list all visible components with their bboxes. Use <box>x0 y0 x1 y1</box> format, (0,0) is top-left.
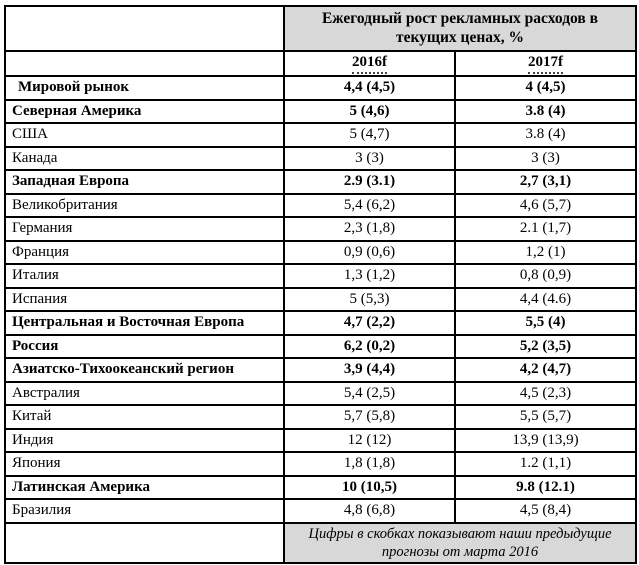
row-label: Германия <box>5 217 284 241</box>
value-2016f: 1,3 (1,2) <box>284 264 455 288</box>
row-label: Центральная и Восточная Европа <box>5 311 284 335</box>
table-row <box>5 405 636 429</box>
value-2016f: 5,4 (2,5) <box>284 382 455 406</box>
row-label: Мировой рынок <box>5 76 284 100</box>
table-row <box>5 452 636 476</box>
value-2017f: 13,9 (13,9) <box>455 429 636 453</box>
value-2017f: 1.2 (1,1) <box>455 452 636 476</box>
value-2016f: 2,3 (1,8) <box>284 217 455 241</box>
table-row <box>5 288 636 312</box>
row-label: Россия <box>5 335 284 359</box>
value-2016f: 3,9 (4,4) <box>284 358 455 382</box>
table-row <box>5 499 636 523</box>
value-2016f: 0,9 (0,6) <box>284 241 455 265</box>
value-2017f: 5,5 (5,7) <box>455 405 636 429</box>
table-row <box>5 147 636 171</box>
table-row <box>5 194 636 218</box>
value-2016f: 5,4 (6,2) <box>284 194 455 218</box>
value-2017f: 5,5 (4) <box>455 311 636 335</box>
footnote-row <box>5 523 636 563</box>
row-label: Китай <box>5 405 284 429</box>
value-2017f: 4,6 (5,7) <box>455 194 636 218</box>
value-2017f: 3 (3) <box>455 147 636 171</box>
table-row <box>5 382 636 406</box>
row-label: США <box>5 123 284 147</box>
value-2016f: 10 (10,5) <box>284 476 455 500</box>
value-2016f: 5 (4,6) <box>284 100 455 124</box>
row-label: Западная Европа <box>5 170 284 194</box>
row-label: Латинская Америка <box>5 476 284 500</box>
column-header-2017f <box>455 51 636 77</box>
value-2017f: 4,5 (2,3) <box>455 382 636 406</box>
forecast-table <box>4 5 637 564</box>
row-label: Бразилия <box>5 499 284 523</box>
value-2016f: 5 (4,7) <box>284 123 455 147</box>
value-2017f: 4 (4,5) <box>455 76 636 100</box>
table-row <box>5 241 636 265</box>
table-body <box>5 76 636 523</box>
table-row <box>5 476 636 500</box>
value-2016f: 1,8 (1,8) <box>284 452 455 476</box>
column-header-row <box>5 51 636 77</box>
value-2016f: 5 (5,3) <box>284 288 455 312</box>
row-label: Испания <box>5 288 284 312</box>
value-2016f: 3 (3) <box>284 147 455 171</box>
table-row <box>5 170 636 194</box>
row-label: Италия <box>5 264 284 288</box>
column-header-2016f <box>284 51 455 77</box>
value-2017f: 4,4 (4.6) <box>455 288 636 312</box>
table-row <box>5 264 636 288</box>
value-2017f: 2.1 (1,7) <box>455 217 636 241</box>
empty-cell <box>5 51 284 77</box>
table-row <box>5 429 636 453</box>
row-label: Франция <box>5 241 284 265</box>
row-label: Великобритания <box>5 194 284 218</box>
empty-cell <box>5 523 284 563</box>
value-2016f: 4,8 (6,8) <box>284 499 455 523</box>
row-label: Индия <box>5 429 284 453</box>
row-label: Австралия <box>5 382 284 406</box>
value-2016f: 12 (12) <box>284 429 455 453</box>
table-row <box>5 100 636 124</box>
value-2017f: 5,2 (3,5) <box>455 335 636 359</box>
value-2016f: 4,7 (2,2) <box>284 311 455 335</box>
value-2017f: 9.8 (12.1) <box>455 476 636 500</box>
row-label: Канада <box>5 147 284 171</box>
table-row <box>5 358 636 382</box>
column-header-2016f-label: 2016f <box>352 53 387 75</box>
empty-cell <box>5 6 284 51</box>
value-2016f: 2.9 (3.1) <box>284 170 455 194</box>
table-row <box>5 311 636 335</box>
value-2017f: 3.8 (4) <box>455 123 636 147</box>
value-2017f: 4,2 (4,7) <box>455 358 636 382</box>
value-2017f: 1,2 (1) <box>455 241 636 265</box>
value-2016f: 5,7 (5,8) <box>284 405 455 429</box>
row-label: Азиатско-Тихоокеанский регион <box>5 358 284 382</box>
row-label: Япония <box>5 452 284 476</box>
table-title: Ежегодный рост рекламных расходов в текущих ценах, % <box>284 6 636 51</box>
table-row <box>5 217 636 241</box>
value-2016f: 4,4 (4,5) <box>284 76 455 100</box>
value-2017f: 0,8 (0,9) <box>455 264 636 288</box>
value-2016f: 6,2 (0,2) <box>284 335 455 359</box>
table-footnote: Цифры в скобках показывают наши предыдущие прогнозы от марта 2016 <box>284 523 636 563</box>
column-header-2017f-label: 2017f <box>528 53 563 75</box>
title-row <box>5 6 636 51</box>
table-row <box>5 76 636 100</box>
value-2017f: 4,5 (8,4) <box>455 499 636 523</box>
row-label: Северная Америка <box>5 100 284 124</box>
value-2017f: 3.8 (4) <box>455 100 636 124</box>
value-2017f: 2,7 (3,1) <box>455 170 636 194</box>
table-row <box>5 335 636 359</box>
table-row <box>5 123 636 147</box>
